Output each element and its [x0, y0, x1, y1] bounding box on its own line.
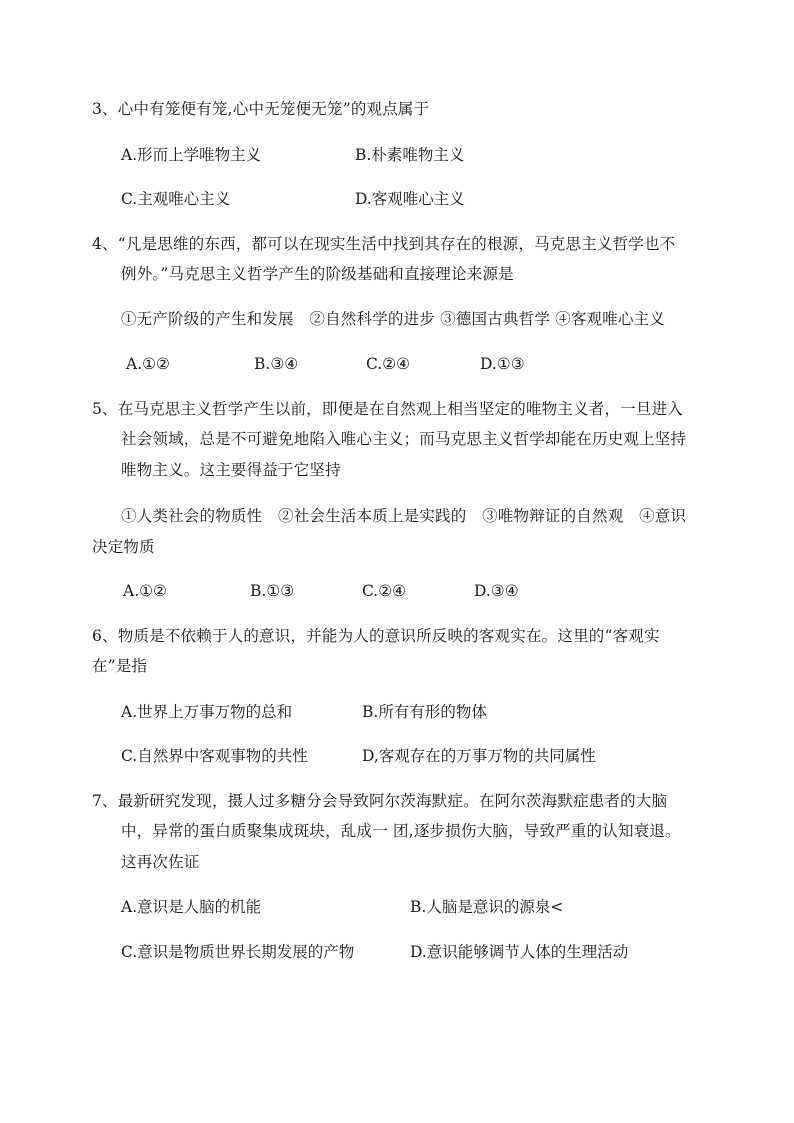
question-items: ①无产阶级的产生和发展 ②自然科学的进步 ③德国古典哲学 ④客观唯心主义 — [121, 310, 666, 328]
option-b: B.人脑是意识的源泉< — [410, 898, 564, 916]
option-d: D,客观存在的万事万物的共同属性 — [362, 747, 596, 765]
option-a: A.①② — [126, 355, 170, 373]
option-d: D.客观唯心主义 — [355, 190, 465, 208]
question-stem: 4、“凡是思维的东西，都可以在现实生活中找到其存在的根源，马克思主义哲学也不 — [92, 235, 676, 253]
option-b: B.①③ — [250, 582, 295, 600]
option-c: C.主观唯心主义 — [121, 190, 231, 208]
question-stem-continuation: 这再次佐证 — [121, 853, 200, 871]
option-b: B.朴素唯物主义 — [355, 146, 465, 164]
option-a: A.意识是人脑的机能 — [121, 898, 262, 916]
question-stem: 5、在马克思主义哲学产生以前，即便是在自然观上相当坚定的唯物主义者，一旦进入 — [92, 400, 683, 418]
question-stem: 7、最新研究发现，摄人过多糖分会导致阿尔茨海默症。在阿尔茨海默症患者的大脑 — [92, 792, 668, 810]
question-stem-continuation: 在”是指 — [92, 657, 148, 675]
question-stem-continuation: 社会领域，总是不可避免地陷入唯心主义；而马克思主义哲学却能在历史观上坚持 — [121, 430, 687, 448]
question-items-continuation: 决定物质 — [92, 538, 155, 556]
question-stem: 3、心中有笼便有笼,心中无笼便无笼”的观点属于 — [92, 100, 430, 118]
option-a: A.①② — [123, 582, 167, 600]
option-d: D.意识能够调节人体的生理活动 — [410, 943, 629, 961]
question-stem: 6、物质是不依赖于人的意识，并能为人的意识所反映的客观实在。这里的“客观实 — [92, 627, 660, 645]
question-stem-continuation: 例外。”马克思主义哲学产生的阶级基础和直接理论来源是 — [121, 265, 514, 283]
question-items: ①人类社会的物质性 ②社会生活本质上是实践的 ③唯物辩证的自然观 ④意识 — [121, 507, 687, 525]
option-c: C.意识是物质世界长期发展的产物 — [121, 943, 355, 961]
option-a: A.形而上学唯物主义 — [121, 146, 262, 164]
option-c: C.自然界中客观事物的共性 — [121, 747, 308, 765]
option-b: B.③④ — [254, 355, 299, 373]
option-c: C.②④ — [362, 582, 407, 600]
option-d: D.③④ — [474, 582, 519, 600]
option-b: B.所有有形的物体 — [362, 703, 487, 721]
question-stem-continuation: 唯物主义。这主要得益于它坚持 — [121, 461, 341, 479]
option-d: D.①③ — [480, 355, 525, 373]
option-c: C.②④ — [366, 355, 411, 373]
question-stem-continuation: 中，异常的蛋白质聚集成斑块，乱成一 团,逐步损伤大脑，导致严重的认知衰退。 — [121, 822, 681, 840]
option-a: A.世界上万事万物的总和 — [121, 703, 293, 721]
